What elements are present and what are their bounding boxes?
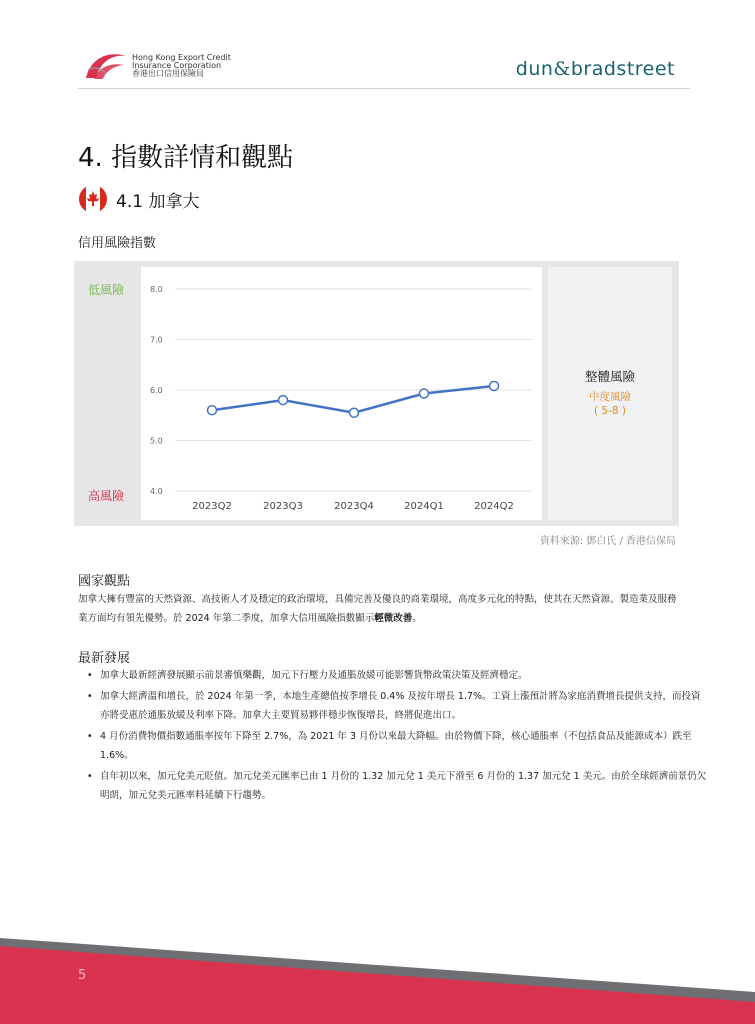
page-number: 5: [78, 968, 87, 983]
latest-developments-heading: 最新發展: [78, 651, 131, 666]
low-risk-label: 低風險: [88, 283, 125, 297]
section-title: 4. 指數詳情和觀點: [78, 143, 294, 173]
data-point: [208, 406, 217, 415]
x-tick-label: 2023Q3: [263, 501, 303, 512]
y-tick-label: 6.0: [150, 386, 163, 395]
list-item: • 4 月份消費物價指數通脹率按年下降至 2.7%，為 2021 年 3 月份以來最大降幅。由於物價下降，核心通脹率（不包括食品及能源成本）跌至 1.6%。: [100, 727, 708, 765]
db-logo-right: bradstreet: [570, 58, 675, 80]
country-view-highlight: 輕微改善: [374, 613, 413, 624]
org-name-line1: Hong Kong Export Credit: [132, 53, 231, 62]
y-tick-label: 8.0: [150, 285, 163, 294]
high-risk-label: 高風險: [88, 489, 125, 503]
y-tick-label: 4.0: [150, 487, 163, 496]
list-item: • 加拿大經濟溫和增長，於 2024 年第一季，本地生產總值按季增長 0.4% 及按年增長 1.7%。工資上漲預計將為家庭消費增長提供支持，而投資亦將受惠於通脹放緩及利率下降。加拿大主要貿易夥伴穩步恢復增長，終將促進出口。: [100, 687, 708, 725]
y-tick-label: 5.0: [150, 436, 163, 446]
x-tick-label: 2024Q1: [404, 501, 444, 512]
country-view-text-end: 。: [412, 613, 422, 624]
footer-band: [0, 930, 755, 1024]
data-point: [279, 396, 288, 405]
chart-heading: 信用風險指數: [78, 236, 157, 251]
data-point: [420, 389, 429, 398]
overall-risk-range: ( 5-8 ): [593, 405, 627, 417]
org-name-line2: Insurance Corporation: [132, 61, 222, 70]
overall-risk-level: 中度風險: [589, 391, 631, 403]
db-logo-amp: &: [553, 58, 571, 80]
data-point: [350, 408, 359, 417]
country-view-paragraph: [78, 590, 682, 628]
country-view-heading: 國家觀點: [78, 574, 131, 589]
country-view-text: 加拿大擁有豐富的天然資源、高技術人才及穩定的政治環境，具備完善及優良的商業環境，高度多元化的特點，使其在天然資源、製造業及服務業方面均有領先優勢。於 2024 年第二季度，加拿大信用風險指數顯示: [78, 594, 677, 624]
list-item: • 自年初以來，加元兌美元貶值。加元兌美元匯率已由 1 月份的 1.32 加元兌 1 美元下滑至 6 月份的 1.37 加元兌 1 美元。由於全球經濟前景仍欠明朗，加元兌美元匯率料延續下行趨勢。: [100, 767, 708, 805]
country-subtitle: 4.1 加拿大: [116, 192, 200, 212]
x-tick-label: 2024Q2: [474, 501, 514, 512]
latest-developments-list: [78, 666, 708, 807]
db-logo-left: dun: [515, 58, 554, 80]
org-name-line3: 香港出口信用保險局: [132, 69, 204, 78]
data-point: [490, 381, 499, 390]
y-tick-label: 7.0: [150, 335, 163, 345]
chart-source: 資料來源: 鄧白氏 / 香港信保局: [539, 536, 676, 547]
overall-risk-label: 整體風險: [584, 369, 635, 384]
x-tick-label: 2023Q4: [334, 501, 374, 512]
x-tick-label: 2023Q2: [192, 501, 232, 512]
list-item: • 加拿大最新經濟發展顯示前景審慎樂觀，加元下行壓力及通脹放緩可能影響貨幣政策決策及經濟穩定。: [100, 666, 708, 685]
